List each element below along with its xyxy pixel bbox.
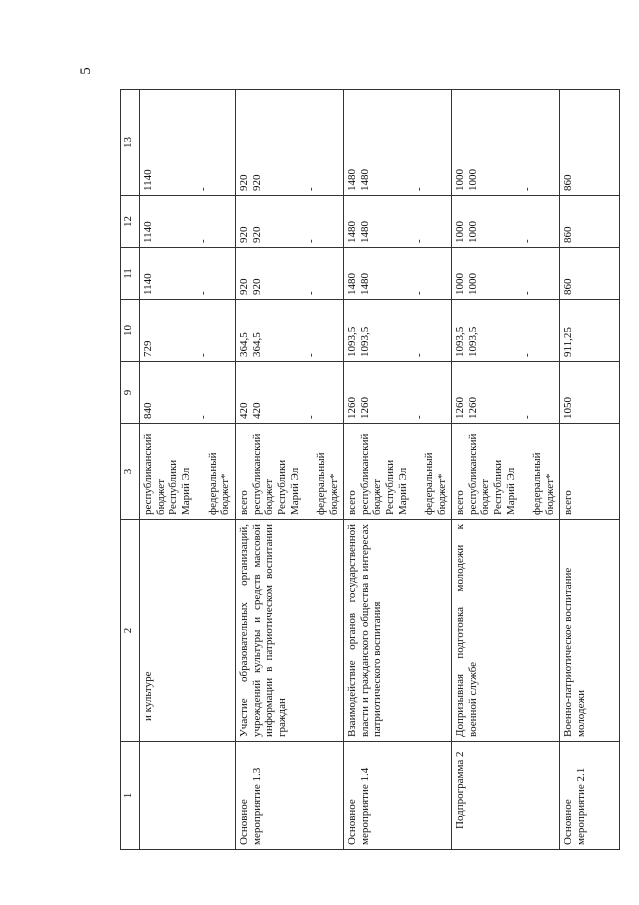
- value-cell: 420 420 -: [236, 362, 344, 424]
- table-row: [236, 90, 344, 850]
- col-header-9: 9: [121, 362, 140, 424]
- value-cell: 1000 1000 -: [452, 196, 560, 248]
- table-row: [344, 90, 452, 850]
- col-header-2: 2: [121, 520, 140, 742]
- source-cell: всего республиканский бюджет Республики Марий Эл федеральный бюджет*: [452, 424, 560, 520]
- value-cell: 920 920 -: [236, 90, 344, 196]
- value-cell: 1050: [560, 362, 620, 424]
- value-cell: 1260 1260 -: [344, 362, 452, 424]
- value-cell: 1480 1480 -: [344, 90, 452, 196]
- col-header-10: 10: [121, 300, 140, 362]
- funding-table: [120, 89, 620, 850]
- col-header-11: 11: [121, 248, 140, 300]
- source-cell: всего: [560, 424, 620, 520]
- program-name-cell: [140, 742, 236, 850]
- value-cell: 920 920 -: [236, 248, 344, 300]
- value-cell: 860: [560, 196, 620, 248]
- description-cell: Допризывная подготовка молодежи к военной службе: [452, 520, 560, 742]
- value-cell: 1260 1260 -: [452, 362, 560, 424]
- program-name-cell: Основное мероприятие 2.1: [560, 742, 620, 850]
- program-name-cell: Основное мероприятие 1.3: [236, 742, 344, 850]
- source-cell: всего республиканский бюджет Республики Марий Эл федеральный бюджет*: [236, 424, 344, 520]
- value-cell: 1093,5 1093,5 -: [344, 300, 452, 362]
- value-cell: 1480 1480 -: [344, 196, 452, 248]
- description-cell: и культуре: [140, 520, 236, 742]
- col-header-12: 12: [121, 196, 140, 248]
- rotated-table-container: [120, 90, 639, 850]
- table-row: [560, 90, 620, 850]
- value-cell: 729 -: [140, 300, 236, 362]
- value-cell: 1140 -: [140, 196, 236, 248]
- source-cell: республиканский бюджет Республики Марий Эл федеральный бюджет*: [140, 424, 236, 520]
- value-cell: 920 920 -: [236, 196, 344, 248]
- col-header-3: 3: [121, 424, 140, 520]
- value-cell: 1140 -: [140, 248, 236, 300]
- value-cell: 1000 1000 -: [452, 90, 560, 196]
- header-row: [121, 90, 140, 850]
- table-row: [452, 90, 560, 850]
- value-cell: 1093,5 1093,5 -: [452, 300, 560, 362]
- col-header-13: 13: [121, 90, 140, 196]
- col-header-1: 1: [121, 742, 140, 850]
- value-cell: 1140 -: [140, 90, 236, 196]
- source-cell: всего республиканский бюджет Республики Марий Эл федеральный бюджет*: [344, 424, 452, 520]
- description-cell: Участие образовательных организаций, учреждений культуры и средств массовой информации в патриотическом воспитании граждан: [236, 520, 344, 742]
- program-name-cell: Основное мероприятие 1.4: [344, 742, 452, 850]
- value-cell: 840 -: [140, 362, 236, 424]
- value-cell: 860: [560, 248, 620, 300]
- value-cell: 860: [560, 90, 620, 196]
- description-cell: Военно-патриотическое воспитание молодежи: [560, 520, 620, 742]
- description-cell: Взаимодействие органов государственной власти и гражданского общества в интересах патриотического воспитания: [344, 520, 452, 742]
- table-row: [140, 90, 236, 850]
- value-cell: 1000 1000 -: [452, 248, 560, 300]
- program-name-cell: Подпрограмма 2: [452, 742, 560, 850]
- value-cell: 911,25: [560, 300, 620, 362]
- value-cell: 1480 1480 -: [344, 248, 452, 300]
- page-number: 5: [78, 67, 94, 75]
- value-cell: 364,5 364,5 -: [236, 300, 344, 362]
